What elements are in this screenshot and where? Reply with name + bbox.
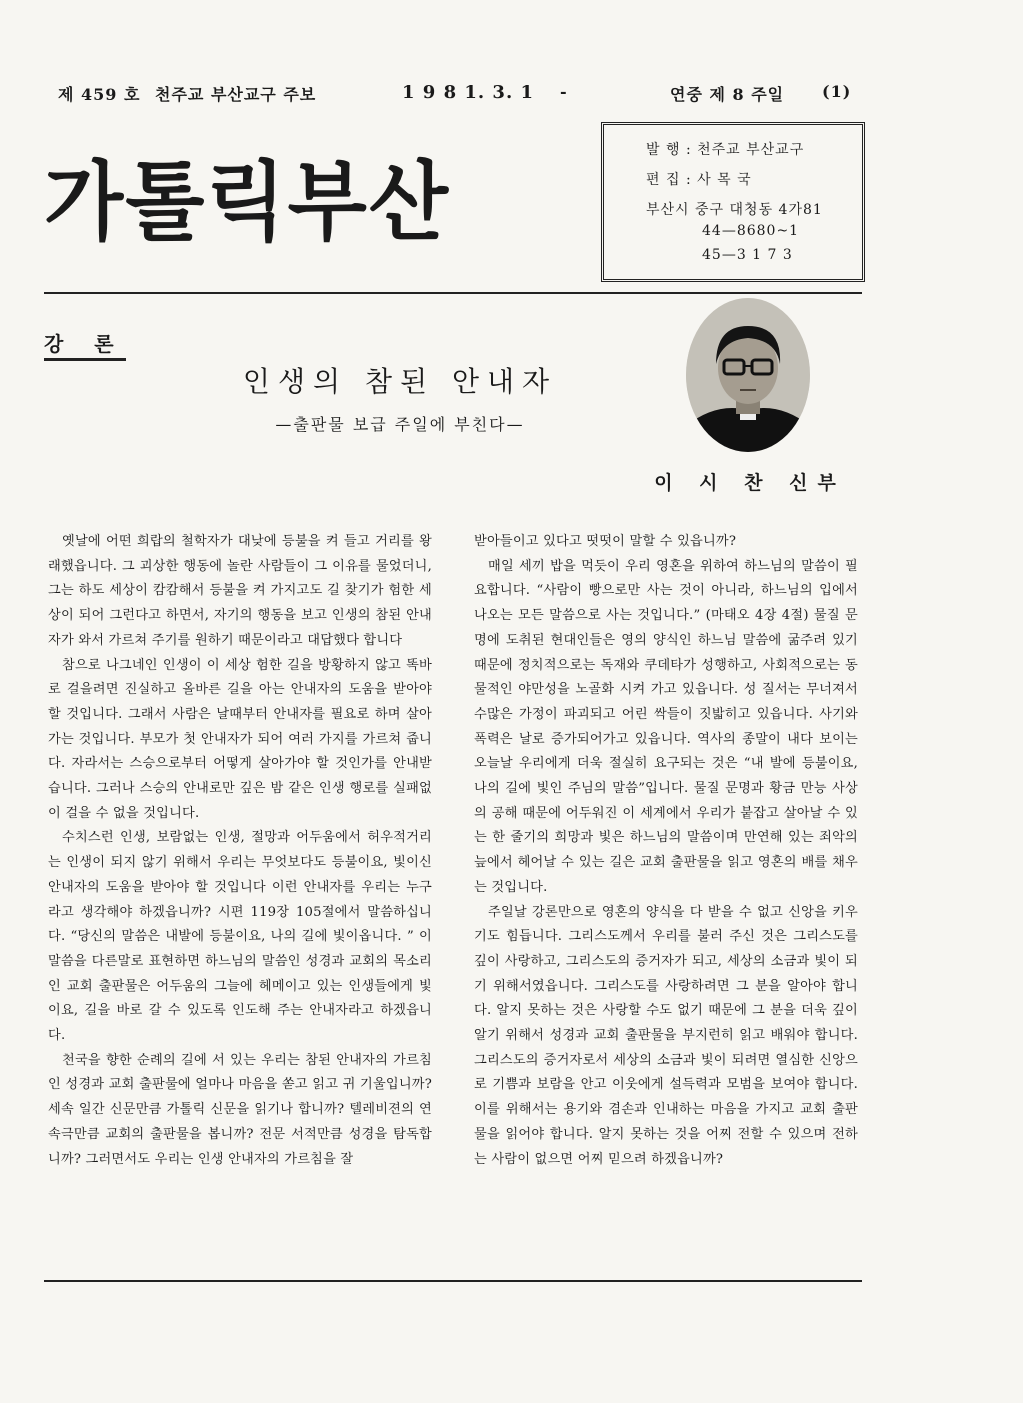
editor-line: 편 집 : 사 목 국 bbox=[646, 172, 752, 188]
paragraph: 수치스런 인생, 보람없는 인생, 절망과 어두움에서 허우적거리는 인생이 되지 않기 위해서 우리는 무엇보다도 등불이요, 빛이신 안내자의 도움을 받아야 할 것입니다 이런 안내자를 우리는 누구라고 생각해야 하겠읍니까? 시편 119장 105절에서 말씀하십니다. “당신의 말씀은 내발에 등불이요, 나의 길에 빛이옵니다. ” 이 말씀을 다른말로 표현하면 하느님의 말씀인 성경과 교회의 목소리인 교회 출판물은 어두움의 그늘에 헤메이고 있는 인생들에게 빛이요, 길을 바로 갈 수 있도록 인도해 주는 안내자라고 하겠읍니다. bbox=[48, 830, 432, 1044]
header-dash: - bbox=[560, 82, 568, 101]
masthead-title: 가톨릭부산 bbox=[44, 152, 451, 253]
paragraph: 주일날 강론만으로 영혼의 양식을 다 받을 수 없고 신앙을 키우기도 힘듭니다. 그리스도께서 우리를 불러 주신 것은 그리스도를 깊이 사랑하고, 그리스도의 증거자가 되고, 세상의 소금과 빛이 되기 위해서였읍니다. 그리스도를 사랑하려면 그 분을 알아야 합니다. 알지 못하는 것은 사랑할 수도 없기 때문에 그 분을 더욱 깊이 알기 위해서 성경과 교회 출판물을 부지런히 읽고 배워야 합니다. 그리스도의 증거자로서 세상의 소금과 빛이 되려면 열심한 신앙으로 기쁨과 보람을 안고 이웃에게 설득력과 모범을 보여야 합니다. 이를 위해서는 용기와 겸손과 인내하는 마음을 가지고 교회 출판물을 읽어야 합니다. 알지 못하는 것을 어찌 전할 수 있으며 전하는 사람이 없으면 어찌 믿으려 하겠읍니까? bbox=[474, 904, 858, 1167]
article-subtitle: —출판물 보급 주일에 부친다— bbox=[275, 415, 525, 434]
bottom-divider bbox=[44, 1280, 862, 1282]
issue-date: 1 9 8 1. 3. 1 bbox=[402, 82, 535, 103]
paragraph: 받아들이고 있다고 떳떳이 말할 수 있읍니까? bbox=[474, 534, 737, 549]
paragraph: 천국을 향한 순례의 길에 서 있는 우리는 참된 안내자의 가르침인 성경과 교회 출판물에 얼마나 마음을 쏟고 읽고 귀 기울입니까? 세속 일간 신문만큼 가톨릭 신문을 읽기나 합니까? 텔레비젼의 연속극만큼 교회의 출판물을 봅니까? 전문 서적만큼 성경을 탐독합니까? 그러면서도 우리는 인생 안내자의 가르침을 잘 bbox=[48, 1052, 432, 1167]
phone-line-2: 45—3 1 7 3 bbox=[702, 247, 793, 263]
article-left-column bbox=[48, 530, 432, 1172]
paragraph: 옛날에 어떤 희랍의 철학자가 대낮에 등불을 켜 들고 거리를 왕래했읍니다. 그 괴상한 행동에 놀란 사람들이 그 이유를 물었더니, 그는 하도 세상이 캄캄해서 등불을 켜 가지고도 길 찾기가 험한 세상이 되어 그런다고 하면서, 자기의 행동을 보고 인생의 참된 안내자가 와서 가르쳐 주기를 원하기 때문이라고 대답했다 합니다 bbox=[48, 534, 432, 648]
article-title: 인생의 참된 안내자 bbox=[242, 365, 558, 398]
publisher-box bbox=[601, 122, 865, 282]
top-divider bbox=[44, 292, 862, 294]
address-line: 부산시 중구 대청동 4가81 bbox=[646, 202, 823, 218]
phone-line-1: 44—8680~1 bbox=[702, 223, 800, 239]
liturgical-week: 연중 제 8 주일 bbox=[670, 85, 785, 104]
paragraph: 참으로 나그네인 인생이 이 세상 험한 길을 방황하지 않고 똑바로 걸을려면 진실하고 올바른 길을 아는 안내자의 도움을 받아야 할 것입니다. 그래서 사람은 날때부터 안내자를 필요로 하며 살아가는 것입니다. 부모가 첫 안내자가 되어 여러 가지를 가르쳐 줍니다. 자라서는 스승으로부터 어떻게 살아가야 할 것인가를 안내받습니다. 그러나 스승의 안내로만 깊은 밤 같은 인생 행로를 실패없이 걸을 수 없을 것입니다. bbox=[48, 657, 432, 821]
paragraph: 매일 세끼 밥을 먹듯이 우리 영혼을 위하여 하느님의 말씀이 필요합니다. “사람이 빵으로만 사는 것이 아니라, 하느님의 입에서 나오는 모든 말씀으로 사는 것입니다.” (마태오 4장 4절) 물질 문명에 도취된 현대인들은 영의 양식인 하느님 말씀에 굶주려 있기 때문에 정치적으로는 독재와 쿠데타가 성행하고, 사회적으로는 동물적인 야만성을 노골화 시켜 가고 있읍니다. 성 질서는 무너져서 수많은 가정이 파괴되고 어린 싹들이 짓밟히고 있읍니다. 사기와 폭력은 날로 증가되어가고 있읍니다. 역사의 종말이 내다 보이는 오늘날 우리에게 더욱 절실히 요구되는 것은 “내 발에 등불이요, 나의 길에 빛인 주님의 말씀”입니다. 물질 문명과 황금 만능 사상의 공해 때문에 어두워진 이 세계에서 우리가 붙잡고 살아날 수 있는 한 줄기의 희망과 빛은 하느님의 말씀이며 만연해 있는 죄악의 늪에서 헤어날 수 있는 길은 교회 출판물을 읽고 영혼의 배를 채우는 것입니다. bbox=[474, 558, 858, 895]
page-number: (1) bbox=[822, 82, 852, 101]
section-label: 강 론 bbox=[44, 328, 126, 361]
article-right-column bbox=[474, 530, 858, 1172]
author-portrait bbox=[686, 298, 810, 452]
publication-name: 천주교 부산교구 주보 bbox=[155, 85, 317, 104]
publisher-line: 발 행 : 천주교 부산교구 bbox=[646, 142, 805, 158]
author-name: 이 시 찬 신부 bbox=[654, 472, 846, 494]
issue-number: 제 459 호 bbox=[58, 85, 141, 104]
